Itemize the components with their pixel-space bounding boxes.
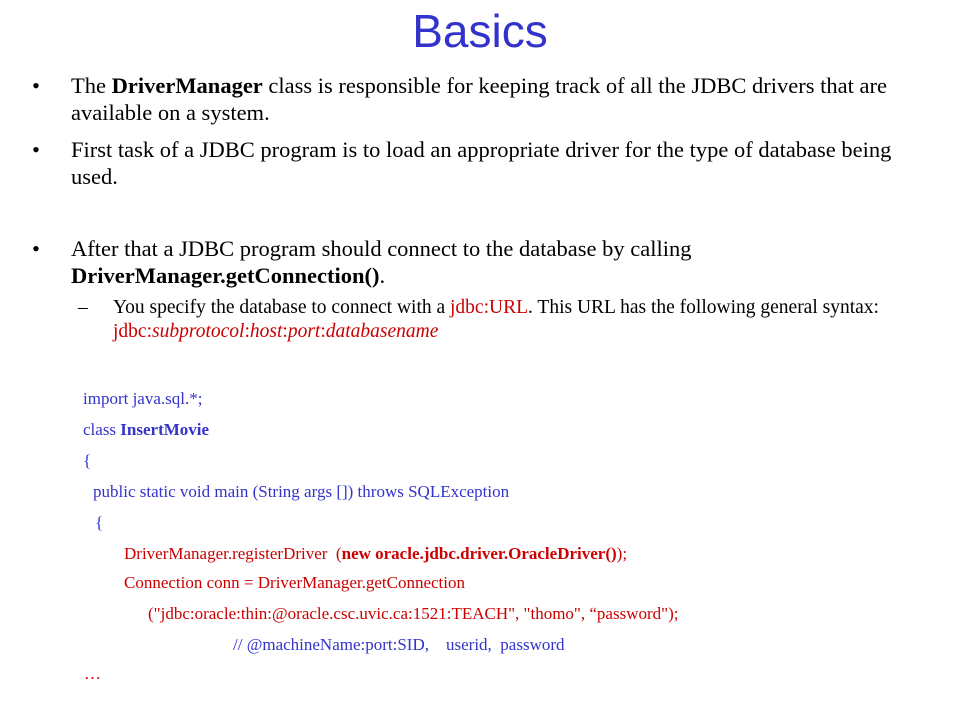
syntax-colon: : [282, 321, 288, 342]
code-keyword-class: class [83, 420, 121, 439]
code-line-register-driver [124, 544, 627, 564]
bullet-text-bold: DriverManager [111, 73, 263, 98]
sub-bullet-text [113, 296, 913, 344]
bullet-text-post: class is responsible for keeping track of all the JDBC drivers that are available on a system. [71, 73, 887, 125]
bullet-text-pre: The [71, 73, 112, 98]
code-line-open-brace-main: { [95, 513, 104, 532]
syntax-databasename: databasename [325, 321, 439, 342]
sub-bullet-pre: You specify the database to connect with a [113, 297, 451, 318]
syntax-port: port [287, 321, 321, 342]
code-line-import: import java.sql.*; [83, 389, 203, 408]
bullet-text-pre: After that a JDBC program should connect to the database by calling [71, 236, 692, 261]
code-line-comment: // @machineName:port:SID, userid, password [233, 635, 565, 654]
bullet-marker: • [32, 137, 40, 162]
code-line-ellipsis: … [84, 664, 101, 683]
bullet-text [71, 235, 911, 289]
syntax-colon: : [244, 321, 250, 342]
code-line-main: public static void main (String args []) throws SQLException [93, 482, 510, 501]
code-register-post: ); [616, 544, 628, 563]
code-line-open-brace: { [83, 451, 92, 470]
sub-bullet-marker: – [78, 297, 88, 318]
bullet-marker: • [32, 236, 40, 261]
code-class-name: InsertMovie [120, 420, 210, 439]
bullet-text [71, 72, 911, 126]
code-line-get-connection: Connection conn = DriverManager.getConnection [124, 573, 465, 592]
syntax-jdbc: jdbc: [113, 321, 152, 342]
code-line-class [83, 420, 209, 440]
bullet-marker: • [32, 73, 40, 98]
sub-bullet-mid: . This URL has the following general syntax: [528, 297, 879, 318]
bullet-text-post: . [379, 263, 386, 288]
syntax-host: host [249, 321, 283, 342]
syntax-colon: : [320, 321, 326, 342]
slide-title: Basics [412, 5, 548, 57]
code-line-connection-args: ("jdbc:oracle:thin:@oracle.csc.uvic.ca:1521:TEACH", "thomo", “password"); [148, 604, 679, 623]
syntax-subprotocol: subprotocol [152, 321, 245, 342]
jdbc-url-term: jdbc:URL [450, 297, 529, 318]
bullet-text: First task of a JDBC program is to load an appropriate driver for the type of database being used. [71, 137, 892, 189]
code-register-bold: new oracle.jdbc.driver.OracleDriver() [341, 544, 617, 563]
code-register-pre: DriverManager.registerDriver ( [124, 544, 342, 563]
bullet-text-bold: DriverManager.getConnection() [71, 263, 380, 288]
